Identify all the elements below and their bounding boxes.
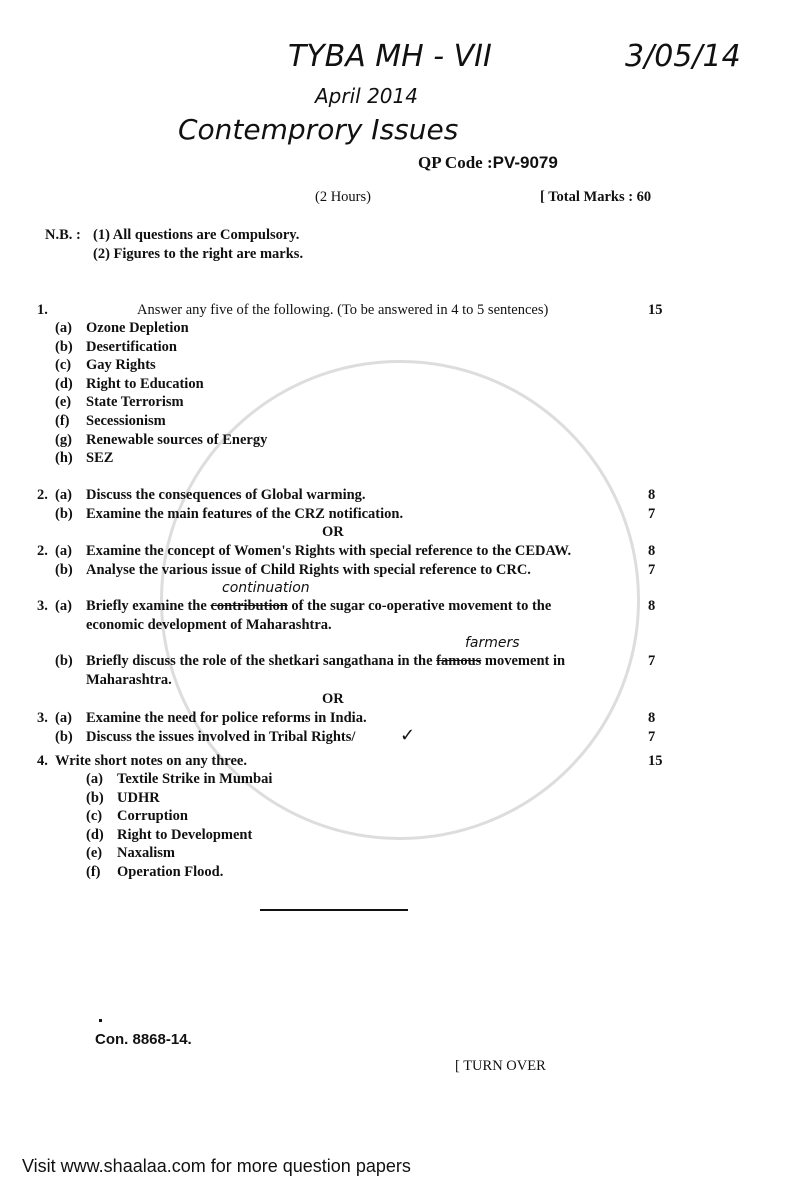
item-text: Textile Strike in Mumbai bbox=[117, 771, 273, 787]
question-text: Discuss the consequences of Global warming. bbox=[86, 487, 366, 503]
item-label: (c) bbox=[86, 808, 103, 825]
item-label: (a) bbox=[55, 543, 72, 559]
item-label: (c) bbox=[55, 357, 72, 374]
item-label: (a) bbox=[55, 710, 72, 726]
question-number: 1. bbox=[37, 302, 48, 318]
handwritten-correction: farmers bbox=[465, 635, 520, 651]
handwritten-date: 3/05/14 bbox=[625, 39, 741, 74]
item-text: UDHR bbox=[117, 789, 160, 806]
text-part: Briefly examine the bbox=[86, 598, 211, 614]
speck bbox=[99, 1019, 102, 1022]
item-text: Renewable sources of Energy bbox=[86, 431, 268, 448]
item-text: State Terrorism bbox=[86, 394, 184, 411]
question-text bbox=[86, 597, 551, 615]
struck-word: famous bbox=[436, 653, 482, 669]
nb-label: N.B. : bbox=[45, 227, 81, 243]
check-mark-icon: ✓ bbox=[400, 725, 416, 746]
handwritten-session: April 2014 bbox=[315, 84, 418, 108]
question-number: 2. bbox=[37, 543, 48, 559]
question-number: 4. bbox=[37, 753, 48, 769]
item-text: Corruption bbox=[117, 808, 188, 825]
marks: 15 bbox=[648, 753, 663, 769]
item-label: (d) bbox=[86, 826, 104, 843]
item-text: Naxalism bbox=[117, 845, 175, 862]
or-label: OR bbox=[322, 524, 344, 540]
question-text: Analyse the various issue of Child Rights with special reference to CRC. bbox=[86, 562, 531, 578]
item-label: (b) bbox=[86, 789, 104, 806]
marks: 7 bbox=[648, 506, 656, 522]
item-label: (f) bbox=[86, 864, 101, 880]
item-text: Desertification bbox=[86, 338, 177, 355]
question-text-cont: economic development of Maharashtra. bbox=[86, 617, 332, 633]
question-text: Write short notes on any three. bbox=[55, 753, 247, 769]
or-label: OR bbox=[322, 691, 344, 707]
question-text: Examine the main features of the CRZ notification. bbox=[86, 506, 404, 522]
item-label: (b) bbox=[55, 562, 73, 578]
item-text: Right to Development bbox=[117, 826, 253, 843]
duration: (2 Hours) bbox=[315, 189, 371, 205]
question-text bbox=[86, 652, 565, 670]
marks: 8 bbox=[648, 487, 656, 503]
item-text: SEZ bbox=[86, 450, 114, 467]
handwritten-correction: continuation bbox=[222, 580, 310, 596]
item-label: (e) bbox=[86, 845, 103, 862]
marks: 8 bbox=[648, 710, 656, 726]
item-label: (b) bbox=[55, 506, 73, 522]
marks: 7 bbox=[648, 729, 656, 745]
item-text: Operation Flood. bbox=[117, 864, 224, 880]
nb-item: (1) All questions are Compulsory. bbox=[93, 227, 300, 243]
marks: 7 bbox=[648, 562, 656, 578]
question-number: 3. bbox=[37, 710, 48, 726]
text-part: Briefly discuss the role of the shetkari sangathana in the bbox=[86, 653, 437, 669]
text-part: movement in bbox=[481, 653, 566, 669]
marks: 8 bbox=[648, 543, 656, 559]
turn-over: [ TURN OVER bbox=[455, 1058, 546, 1074]
item-label: (a) bbox=[55, 598, 72, 614]
marks: 8 bbox=[648, 598, 656, 614]
question-text: Answer any five of the following. (To be answered in 4 to 5 sentences) bbox=[137, 302, 549, 318]
item-label: (h) bbox=[55, 450, 73, 467]
qp-code: PV-9079 bbox=[492, 153, 558, 172]
handwritten-course: TYBA MH - VII bbox=[288, 39, 492, 74]
nb-item: (2) Figures to the right are marks. bbox=[93, 246, 304, 262]
item-label: (e) bbox=[55, 394, 72, 411]
question-text: Discuss the issues involved in Tribal Rights/ bbox=[86, 729, 356, 745]
item-label: (a) bbox=[55, 320, 72, 336]
footer-link[interactable]: Visit www.shaalaa.com for more question papers bbox=[22, 1156, 411, 1176]
text-part: of the sugar co-operative movement to the bbox=[287, 598, 552, 614]
question-number: 3. bbox=[37, 598, 48, 614]
marks: 15 bbox=[648, 302, 663, 318]
item-label: (g) bbox=[55, 431, 72, 448]
handwritten-subject: Contemprory Issues bbox=[178, 113, 459, 146]
item-text: Gay Rights bbox=[86, 357, 156, 374]
question-text: Examine the need for police reforms in India. bbox=[86, 710, 367, 726]
con-number: Con. 8868-14. bbox=[95, 1031, 192, 1048]
end-rule bbox=[260, 909, 408, 911]
struck-word: contribution bbox=[210, 598, 288, 614]
question-text-cont: Maharashtra. bbox=[86, 672, 172, 688]
item-label: (a) bbox=[55, 487, 72, 503]
item-text: Right to Education bbox=[86, 375, 204, 392]
qp-label: QP Code : bbox=[418, 153, 493, 172]
item-label: (b) bbox=[55, 653, 73, 669]
item-label: (d) bbox=[55, 375, 73, 392]
total-marks: [ Total Marks : 60 bbox=[540, 189, 652, 205]
question-number: 2. bbox=[37, 487, 48, 503]
item-text: Secessionism bbox=[86, 413, 166, 429]
question-text: Examine the concept of Women's Rights with special reference to the CEDAW. bbox=[86, 543, 572, 559]
item-label: (b) bbox=[55, 729, 73, 745]
item-label: (f) bbox=[55, 413, 70, 429]
marks: 7 bbox=[648, 653, 656, 669]
item-label: (a) bbox=[86, 771, 103, 787]
item-label: (b) bbox=[55, 338, 73, 355]
item-text: Ozone Depletion bbox=[86, 320, 189, 336]
